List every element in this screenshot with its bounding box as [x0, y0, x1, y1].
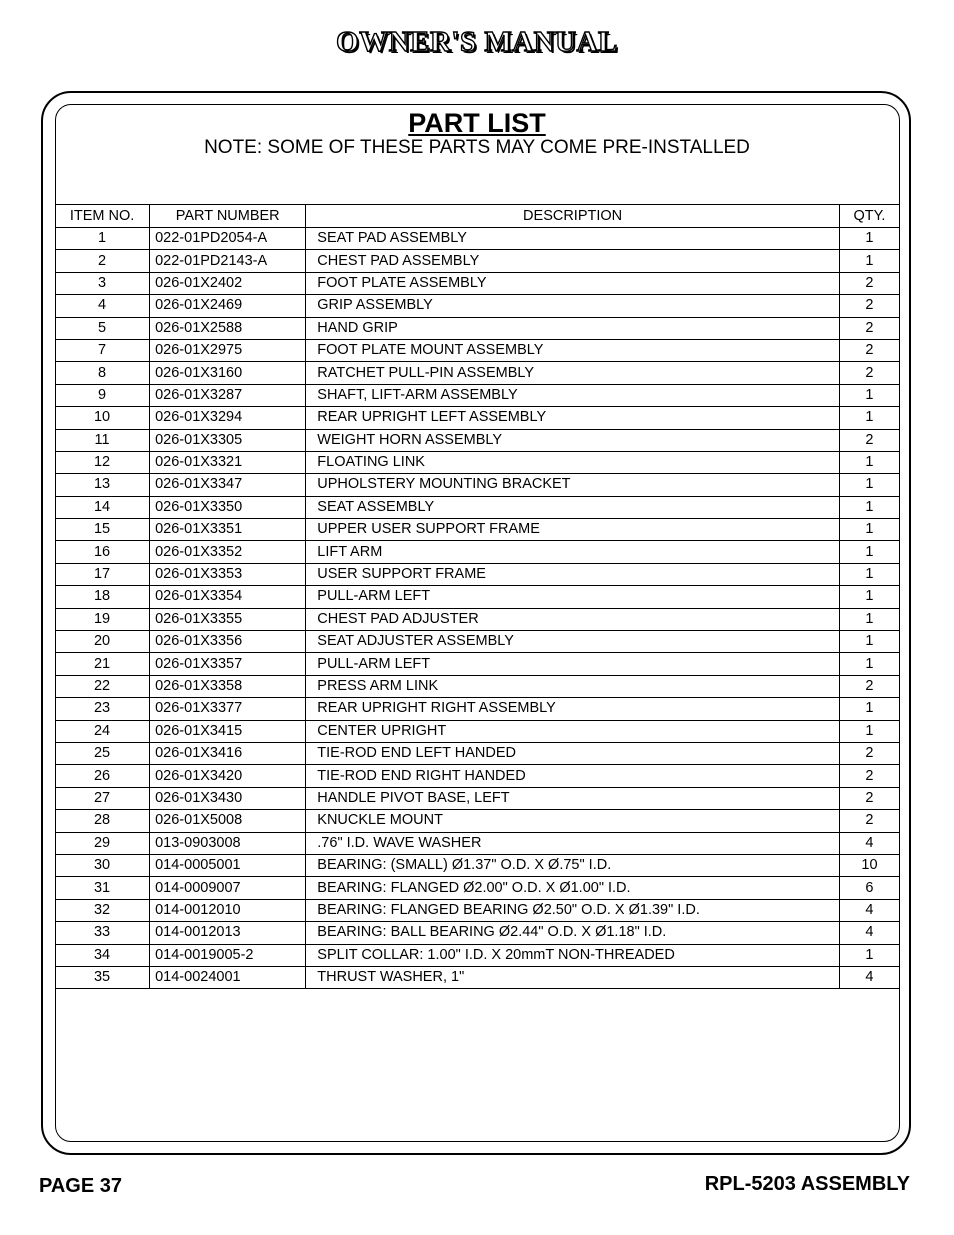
cell-item-no: 30 — [55, 854, 150, 876]
manual-title: OWNER'S MANUAL — [336, 26, 618, 58]
cell-description: WEIGHT HORN ASSEMBLY — [306, 429, 840, 451]
cell-part-number: 014-0012013 — [150, 922, 306, 944]
header-item-no: ITEM NO. — [55, 205, 150, 228]
cell-part-number: 026-01X3420 — [150, 765, 306, 787]
cell-part-number: 026-01X2402 — [150, 272, 306, 294]
cell-item-no: 32 — [55, 899, 150, 921]
table-row — [55, 250, 899, 272]
part-list-title: PART LIST — [408, 108, 546, 138]
header-description: DESCRIPTION — [306, 205, 840, 228]
cell-item-no: 31 — [55, 877, 150, 899]
cell-description: PULL-ARM LEFT — [306, 653, 840, 675]
table-row — [55, 653, 899, 675]
cell-qty: 4 — [839, 966, 899, 988]
cell-qty: 1 — [839, 519, 899, 541]
table-row — [55, 742, 899, 764]
cell-part-number: 026-01X3350 — [150, 496, 306, 518]
cell-item-no: 34 — [55, 944, 150, 966]
cell-part-number: 026-01X3430 — [150, 787, 306, 809]
cell-description: BEARING: FLANGED Ø2.00" O.D. X Ø1.00" I.D. — [306, 877, 840, 899]
table-row — [55, 339, 899, 361]
cell-description: GRIP ASSEMBLY — [306, 295, 840, 317]
cell-qty: 1 — [839, 653, 899, 675]
cell-qty: 2 — [839, 787, 899, 809]
cell-part-number: 026-01X3287 — [150, 384, 306, 406]
cell-item-no: 20 — [55, 631, 150, 653]
table-row — [55, 407, 899, 429]
cell-description: SHAFT, LIFT-ARM ASSEMBLY — [306, 384, 840, 406]
cell-part-number: 026-01X3352 — [150, 541, 306, 563]
cell-part-number: 026-01X2588 — [150, 317, 306, 339]
table-row — [55, 787, 899, 809]
cell-qty: 2 — [839, 272, 899, 294]
cell-description: .76" I.D. WAVE WASHER — [306, 832, 840, 854]
cell-description: UPHOLSTERY MOUNTING BRACKET — [306, 474, 840, 496]
cell-qty: 6 — [839, 877, 899, 899]
cell-qty: 1 — [839, 563, 899, 585]
cell-item-no: 23 — [55, 698, 150, 720]
table-row — [55, 966, 899, 988]
table-row — [55, 317, 899, 339]
cell-qty: 2 — [839, 362, 899, 384]
cell-description: SEAT PAD ASSEMBLY — [306, 228, 840, 250]
cell-item-no: 26 — [55, 765, 150, 787]
cell-item-no: 8 — [55, 362, 150, 384]
cell-part-number: 026-01X2469 — [150, 295, 306, 317]
cell-item-no: 10 — [55, 407, 150, 429]
cell-description: HAND GRIP — [306, 317, 840, 339]
cell-item-no: 28 — [55, 810, 150, 832]
cell-part-number: 014-0024001 — [150, 966, 306, 988]
cell-qty: 2 — [839, 295, 899, 317]
cell-qty: 1 — [839, 541, 899, 563]
table-row — [55, 877, 899, 899]
cell-qty: 2 — [839, 317, 899, 339]
cell-description: UPPER USER SUPPORT FRAME — [306, 519, 840, 541]
table-row — [55, 922, 899, 944]
cell-item-no: 17 — [55, 563, 150, 585]
cell-qty: 1 — [839, 608, 899, 630]
cell-part-number: 013-0903008 — [150, 832, 306, 854]
cell-qty: 1 — [839, 451, 899, 473]
cell-part-number: 026-01X3294 — [150, 407, 306, 429]
cell-part-number: 022-01PD2143-A — [150, 250, 306, 272]
cell-part-number: 014-0009007 — [150, 877, 306, 899]
table-row — [55, 608, 899, 630]
cell-qty: 1 — [839, 496, 899, 518]
cell-part-number: 026-01X3354 — [150, 586, 306, 608]
table-row — [55, 698, 899, 720]
cell-description: HANDLE PIVOT BASE, LEFT — [306, 787, 840, 809]
parts-table — [55, 204, 899, 989]
pre-installed-note: NOTE: SOME OF THESE PARTS MAY COME PRE-INSTALLED — [204, 137, 750, 158]
cell-item-no: 21 — [55, 653, 150, 675]
cell-part-number: 026-01X3416 — [150, 742, 306, 764]
table-row — [55, 899, 899, 921]
cell-item-no: 15 — [55, 519, 150, 541]
table-row — [55, 944, 899, 966]
table-row — [55, 563, 899, 585]
header-qty: QTY. — [839, 205, 899, 228]
cell-qty: 1 — [839, 228, 899, 250]
parts-table-body — [55, 228, 899, 989]
cell-part-number: 026-01X3353 — [150, 563, 306, 585]
table-row — [55, 765, 899, 787]
cell-qty: 4 — [839, 899, 899, 921]
cell-qty: 2 — [839, 429, 899, 451]
cell-qty: 2 — [839, 675, 899, 697]
cell-item-no: 1 — [55, 228, 150, 250]
cell-part-number: 014-0012010 — [150, 899, 306, 921]
page-number: PAGE 37 — [39, 1175, 122, 1197]
cell-part-number: 026-01X3160 — [150, 362, 306, 384]
cell-item-no: 27 — [55, 787, 150, 809]
cell-qty: 1 — [839, 631, 899, 653]
table-row — [55, 272, 899, 294]
table-row — [55, 429, 899, 451]
cell-qty: 2 — [839, 742, 899, 764]
cell-part-number: 014-0019005-2 — [150, 944, 306, 966]
cell-description: FOOT PLATE MOUNT ASSEMBLY — [306, 339, 840, 361]
cell-qty: 1 — [839, 586, 899, 608]
table-row — [55, 496, 899, 518]
cell-qty: 2 — [839, 765, 899, 787]
cell-item-no: 14 — [55, 496, 150, 518]
cell-description: BEARING: (SMALL) Ø1.37" O.D. X Ø.75" I.D. — [306, 854, 840, 876]
cell-description: LIFT ARM — [306, 541, 840, 563]
cell-part-number: 026-01X3357 — [150, 653, 306, 675]
cell-description: RATCHET PULL-PIN ASSEMBLY — [306, 362, 840, 384]
cell-item-no: 29 — [55, 832, 150, 854]
cell-item-no: 12 — [55, 451, 150, 473]
cell-item-no: 16 — [55, 541, 150, 563]
cell-part-number: 026-01X3358 — [150, 675, 306, 697]
cell-item-no: 7 — [55, 339, 150, 361]
cell-description: THRUST WASHER, 1" — [306, 966, 840, 988]
table-row — [55, 854, 899, 876]
cell-qty: 4 — [839, 922, 899, 944]
table-row — [55, 675, 899, 697]
cell-part-number: 026-01X3356 — [150, 631, 306, 653]
cell-description: FLOATING LINK — [306, 451, 840, 473]
table-row — [55, 810, 899, 832]
table-row — [55, 384, 899, 406]
table-row — [55, 295, 899, 317]
document-name: RPL-5203 ASSEMBLY — [704, 1173, 910, 1195]
cell-description: FOOT PLATE ASSEMBLY — [306, 272, 840, 294]
cell-qty: 1 — [839, 250, 899, 272]
cell-description: TIE-ROD END LEFT HANDED — [306, 742, 840, 764]
cell-item-no: 33 — [55, 922, 150, 944]
table-row — [55, 451, 899, 473]
cell-description: REAR UPRIGHT LEFT ASSEMBLY — [306, 407, 840, 429]
cell-description: SPLIT COLLAR: 1.00" I.D. X 20mmT NON-THREADED — [306, 944, 840, 966]
cell-qty: 1 — [839, 698, 899, 720]
cell-part-number: 026-01X3377 — [150, 698, 306, 720]
cell-part-number: 026-01X3321 — [150, 451, 306, 473]
cell-part-number: 026-01X3347 — [150, 474, 306, 496]
cell-description: PULL-ARM LEFT — [306, 586, 840, 608]
cell-part-number: 014-0005001 — [150, 854, 306, 876]
cell-item-no: 4 — [55, 295, 150, 317]
cell-description: TIE-ROD END RIGHT HANDED — [306, 765, 840, 787]
cell-qty: 1 — [839, 474, 899, 496]
cell-item-no: 13 — [55, 474, 150, 496]
cell-item-no: 3 — [55, 272, 150, 294]
table-row — [55, 474, 899, 496]
cell-part-number: 026-01X5008 — [150, 810, 306, 832]
cell-description: REAR UPRIGHT RIGHT ASSEMBLY — [306, 698, 840, 720]
table-row — [55, 362, 899, 384]
cell-part-number: 026-01X2975 — [150, 339, 306, 361]
table-row — [55, 720, 899, 742]
cell-item-no: 35 — [55, 966, 150, 988]
cell-description: BEARING: FLANGED BEARING Ø2.50" O.D. X Ø1.39" I.D. — [306, 899, 840, 921]
cell-item-no: 9 — [55, 384, 150, 406]
cell-part-number: 026-01X3415 — [150, 720, 306, 742]
cell-item-no: 5 — [55, 317, 150, 339]
cell-part-number: 026-01X3355 — [150, 608, 306, 630]
cell-item-no: 24 — [55, 720, 150, 742]
cell-description: USER SUPPORT FRAME — [306, 563, 840, 585]
cell-part-number: 026-01X3351 — [150, 519, 306, 541]
cell-qty: 1 — [839, 944, 899, 966]
table-header-row — [55, 205, 899, 228]
cell-description: BEARING: BALL BEARING Ø2.44" O.D. X Ø1.18" I.D. — [306, 922, 840, 944]
cell-item-no: 19 — [55, 608, 150, 630]
table-row — [55, 519, 899, 541]
cell-item-no: 11 — [55, 429, 150, 451]
table-row — [55, 631, 899, 653]
cell-description: PRESS ARM LINK — [306, 675, 840, 697]
header-part-number: PART NUMBER — [150, 205, 306, 228]
cell-qty: 1 — [839, 407, 899, 429]
cell-qty: 2 — [839, 339, 899, 361]
cell-item-no: 2 — [55, 250, 150, 272]
cell-part-number: 022-01PD2054-A — [150, 228, 306, 250]
cell-part-number: 026-01X3305 — [150, 429, 306, 451]
cell-description: CHEST PAD ADJUSTER — [306, 608, 840, 630]
cell-qty: 1 — [839, 384, 899, 406]
cell-description: KNUCKLE MOUNT — [306, 810, 840, 832]
table-row — [55, 228, 899, 250]
table-row — [55, 541, 899, 563]
cell-qty: 4 — [839, 832, 899, 854]
cell-description: SEAT ASSEMBLY — [306, 496, 840, 518]
cell-description: SEAT ADJUSTER ASSEMBLY — [306, 631, 840, 653]
table-row — [55, 832, 899, 854]
cell-item-no: 18 — [55, 586, 150, 608]
cell-qty: 10 — [839, 854, 899, 876]
cell-description: CHEST PAD ASSEMBLY — [306, 250, 840, 272]
cell-description: CENTER UPRIGHT — [306, 720, 840, 742]
cell-item-no: 25 — [55, 742, 150, 764]
cell-item-no: 22 — [55, 675, 150, 697]
cell-qty: 2 — [839, 810, 899, 832]
table-row — [55, 586, 899, 608]
cell-qty: 1 — [839, 720, 899, 742]
